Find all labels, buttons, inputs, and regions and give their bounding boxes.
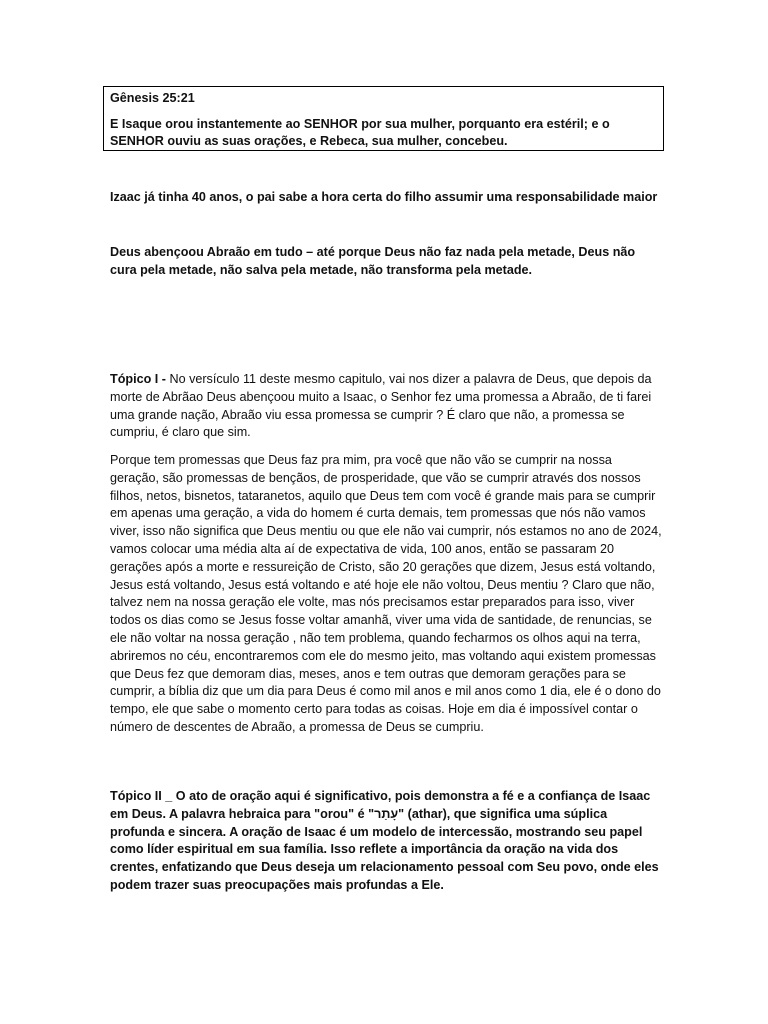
paragraph-topico-2: Tópico II _ O ato de oração aqui é significativo, pois demonstra a fé e a confiança de Isaac em Deus. A palavra hebraica para "orou" é "עָתַר" (athar), que significa uma súplica profunda e sincera. A oração de Isaac é um modelo de intercessão, mostrando seu papel como líder espiritual em sua família. Isso reflete a importância da oração na vida dos crentes, enfatizando que Deus deseja um relacionamento pessoal com Seu povo, onde eles podem trazer suas preocupações mais profundas a Ele.	[110, 789, 659, 892]
topico-1-label: Tópico I -	[110, 372, 166, 386]
paragraph-promessas: Porque tem promessas que Deus faz pra mim, pra você que não vão se cumprir na nossa geração, são promessas de bençãos, de prosperidade, que vão se cumprir através dos nossos filhos, netos, bisnetos, tataranetos, aquilo que Deus tem com você é grande mais para se cumprir em apenas uma geração, a vida do homem é curta demais, tem promessas que nós não vamos viver, isso não significa que Deus mentiu ou que ele não vai cumprir, nós estamos no ano de 2024, vamos colocar uma média alta aí de expectativa de vida, 100 anos, então se passaram 20 gerações após a morte e ressureição de Cristo, são 20 gerações que dizem, Jesus está voltando, Jesus está voltando, Jesus está voltando e até hoje ele não voltou, Deus mentiu ? Claro que não, talvez nem na nossa geração ele volte, mas nós precisamos estar preparados para isso, viver todos os dias como se Jesus fosse voltar amanhã, viver uma vida de santidade, de renuncias, se ele não voltar na nossa geração , não tem problema, quando fecharmos os olhos aqui na terra, abriremos no céu, encontraremos com ele do mesmo jeito, mas voltando aqui existem promessas que Deus fez que demoram dias, meses, anos e tem outras que demoram gerações para se cumprir, a bíblia diz que um dia para Deus é como mil anos e mil anos como 1 dia, ele é o dono do tempo, ele que sabe o momento certo para todas as coisas. Hoje em dia é impossível contar o número de descentes de Abraão, a promessa de Deus se cumpriu.	[110, 453, 662, 734]
paragraph-abencoou: Deus abençoou Abraão em tudo – até porque Deus não faz nada pela metade, Deus não cura pela metade, não salva pela metade, não transforma pela metade.	[110, 245, 636, 277]
paragraph-topico-1	[110, 371, 662, 442]
verse-text: E Isaque orou instantemente ao SENHOR por sua mulher, porquanto era estéril; e o SENHOR ouviu as suas orações, e Rebeca, sua mulher, concebeu.	[110, 116, 610, 148]
paragraph-isaac-age: Izaac já tinha 40 anos, o pai sabe a hora certa do filho assumir uma responsabilidade maior	[110, 190, 658, 204]
verse-reference: Gênesis 25:21	[110, 91, 195, 105]
verse-box	[103, 86, 664, 151]
topico-1-text: No versículo 11 deste mesmo capitulo, vai nos dizer a palavra de Deus, que depois da morte de Abrãao Deus abençoou muito a Isaac, o Senhor fez uma promessa a Abraão, de ti farei uma grande nação, Abraão viu essa promessa se cumprir ? É claro que não, a promessa se cumpriu, é claro que sim.	[110, 372, 652, 440]
